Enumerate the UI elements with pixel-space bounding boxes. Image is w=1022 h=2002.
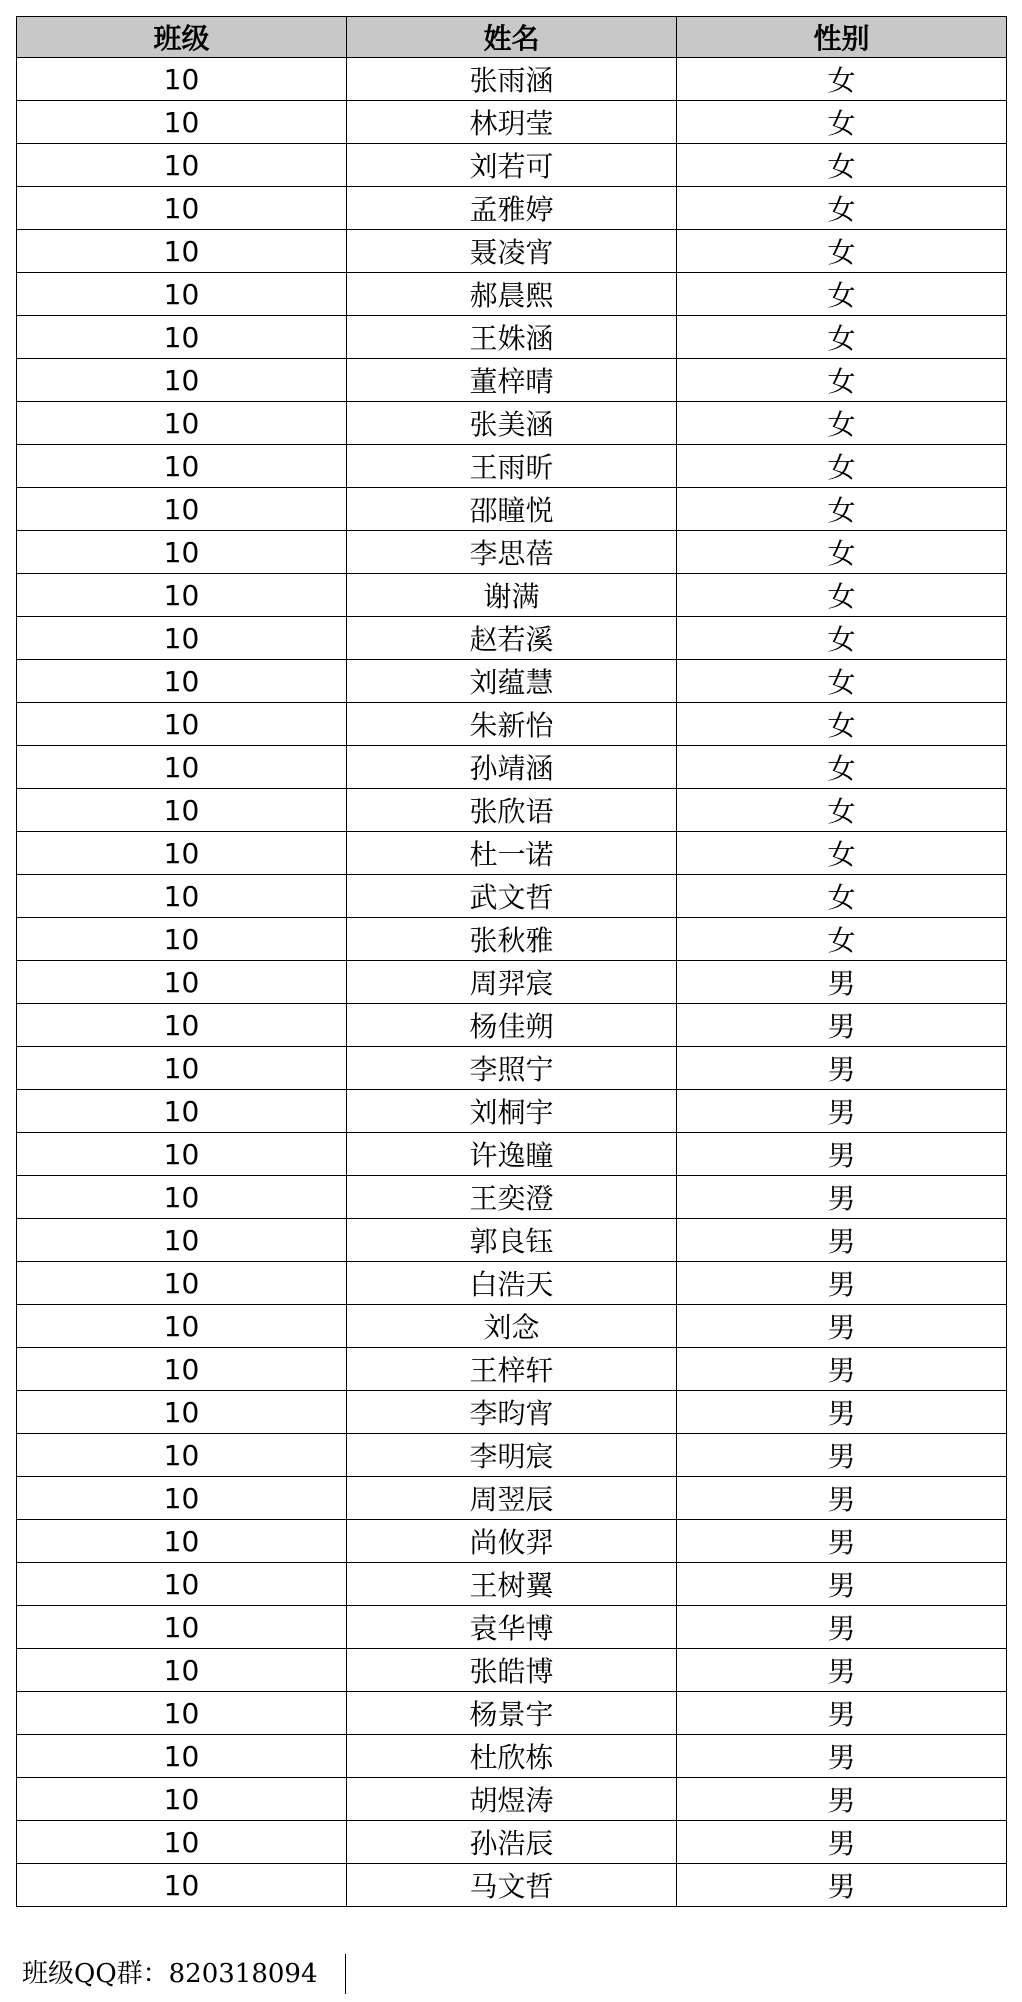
cell-gender[interactable]: 女 [677,746,1007,789]
cell-name[interactable]: 许逸瞳 [347,1133,677,1176]
table-row [17,1219,1007,1262]
cell-name[interactable]: 李思蓓 [347,531,677,574]
table-row [17,1563,1007,1606]
table-row [17,617,1007,660]
cell-gender[interactable]: 女 [677,187,1007,230]
cell-class[interactable]: 10 [17,1649,347,1692]
table-row [17,875,1007,918]
table-row [17,1176,1007,1219]
cell-class[interactable]: 10 [17,574,347,617]
cell-gender[interactable]: 女 [677,58,1007,101]
table-body [17,58,1007,1907]
cell-class[interactable]: 10 [17,1434,347,1477]
cell-gender[interactable]: 男 [677,1047,1007,1090]
cell-gender[interactable]: 女 [677,144,1007,187]
cell-class[interactable]: 10 [17,918,347,961]
cell-name[interactable]: 孙浩辰 [347,1821,677,1864]
cell-class[interactable]: 10 [17,789,347,832]
table-row [17,58,1007,101]
cell-name[interactable]: 王树翼 [347,1563,677,1606]
cell-gender[interactable]: 男 [677,1477,1007,1520]
cell-class[interactable]: 10 [17,1864,347,1907]
cell-class[interactable]: 10 [17,488,347,531]
table-row [17,1305,1007,1348]
cell-name[interactable]: 孟雅婷 [347,187,677,230]
cell-gender[interactable]: 男 [677,1692,1007,1735]
table-row [17,918,1007,961]
cell-name[interactable]: 董梓晴 [347,359,677,402]
cell-class[interactable]: 10 [17,445,347,488]
table-row [17,1434,1007,1477]
table-row [17,1649,1007,1692]
cell-name[interactable]: 谢满 [347,574,677,617]
cell-name[interactable]: 林玥莹 [347,101,677,144]
header-row [17,17,1007,58]
table-row [17,660,1007,703]
table-row [17,789,1007,832]
cell-gender[interactable]: 女 [677,574,1007,617]
cell-class[interactable]: 10 [17,746,347,789]
table-row [17,1047,1007,1090]
roster-table [16,16,1007,1907]
cell-gender[interactable]: 男 [677,1649,1007,1692]
cell-class[interactable]: 10 [17,1133,347,1176]
cell-gender[interactable]: 男 [677,1391,1007,1434]
cell-gender[interactable]: 男 [677,1004,1007,1047]
cell-class[interactable]: 10 [17,187,347,230]
cell-name[interactable]: 马文哲 [347,1864,677,1907]
table-row [17,1090,1007,1133]
cell-name[interactable]: 王姝涵 [347,316,677,359]
cell-name[interactable]: 郭良钰 [347,1219,677,1262]
cell-name[interactable]: 杜一诺 [347,832,677,875]
cell-name[interactable]: 赵若溪 [347,617,677,660]
cell-name[interactable]: 张雨涵 [347,58,677,101]
table-row [17,1004,1007,1047]
cell-name[interactable]: 周翌辰 [347,1477,677,1520]
cell-class[interactable]: 10 [17,230,347,273]
cell-name[interactable]: 刘蕴慧 [347,660,677,703]
cell-name[interactable]: 李明宸 [347,1434,677,1477]
cell-name[interactable]: 李照宁 [347,1047,677,1090]
cell-gender[interactable]: 女 [677,918,1007,961]
cell-class[interactable]: 10 [17,1563,347,1606]
cell-name[interactable]: 白浩天 [347,1262,677,1305]
cell-class[interactable]: 10 [17,1262,347,1305]
table-row [17,703,1007,746]
table-row [17,316,1007,359]
cell-name[interactable]: 王雨昕 [347,445,677,488]
cell-class[interactable]: 10 [17,1305,347,1348]
column-header-class[interactable]: 班级 [17,17,347,58]
cell-class[interactable]: 10 [17,531,347,574]
cell-class[interactable]: 10 [17,1520,347,1563]
cell-name[interactable]: 郝晨熙 [347,273,677,316]
cell-name[interactable]: 张欣语 [347,789,677,832]
cell-name[interactable]: 刘若可 [347,144,677,187]
table-row [17,1735,1007,1778]
table-row [17,531,1007,574]
column-header-gender[interactable]: 性别 [677,17,1007,58]
cell-class[interactable]: 10 [17,875,347,918]
cell-name[interactable]: 孙靖涵 [347,746,677,789]
cell-gender[interactable]: 女 [677,488,1007,531]
cell-name[interactable]: 张秋雅 [347,918,677,961]
cell-gender[interactable]: 男 [677,1090,1007,1133]
table-row [17,187,1007,230]
cell-class[interactable]: 10 [17,1606,347,1649]
table-row [17,488,1007,531]
cell-class[interactable]: 10 [17,402,347,445]
cell-gender[interactable]: 男 [677,1305,1007,1348]
table-row [17,961,1007,1004]
cell-name[interactable]: 周羿宸 [347,961,677,1004]
cell-name[interactable]: 张皓博 [347,1649,677,1692]
cell-name[interactable]: 王梓轩 [347,1348,677,1391]
cell-name[interactable]: 武文哲 [347,875,677,918]
table-row [17,1391,1007,1434]
cell-gender[interactable]: 男 [677,1864,1007,1907]
cell-class[interactable]: 10 [17,617,347,660]
cell-name[interactable]: 杨佳朔 [347,1004,677,1047]
table-row [17,1477,1007,1520]
cell-class[interactable]: 10 [17,1391,347,1434]
cell-gender[interactable]: 男 [677,1778,1007,1821]
cell-class[interactable]: 10 [17,1348,347,1391]
cell-gender[interactable]: 男 [677,1520,1007,1563]
cell-gender[interactable]: 女 [677,703,1007,746]
cell-class[interactable]: 10 [17,58,347,101]
table-row [17,1520,1007,1563]
table-row [17,402,1007,445]
cell-class[interactable]: 10 [17,961,347,1004]
cell-gender[interactable]: 男 [677,1434,1007,1477]
cell-gender[interactable]: 男 [677,1348,1007,1391]
cell-name[interactable]: 袁华博 [347,1606,677,1649]
cell-name[interactable]: 李昀宵 [347,1391,677,1434]
cell-class[interactable]: 10 [17,703,347,746]
cell-class[interactable]: 10 [17,1090,347,1133]
cell-name[interactable]: 刘念 [347,1305,677,1348]
cell-class[interactable]: 10 [17,1821,347,1864]
cell-gender[interactable]: 女 [677,101,1007,144]
cell-gender[interactable]: 女 [677,875,1007,918]
cell-gender[interactable]: 女 [677,789,1007,832]
cell-name[interactable]: 邵瞳悦 [347,488,677,531]
cell-gender[interactable]: 女 [677,660,1007,703]
cell-gender[interactable]: 女 [677,402,1007,445]
cell-class[interactable]: 10 [17,1778,347,1821]
cell-gender[interactable]: 男 [677,1563,1007,1606]
cell-gender[interactable]: 男 [677,1821,1007,1864]
cell-gender[interactable]: 女 [677,273,1007,316]
table-row [17,1262,1007,1305]
cell-class[interactable]: 10 [17,1219,347,1262]
cell-class[interactable]: 10 [17,101,347,144]
cell-class[interactable]: 10 [17,1176,347,1219]
table-row [17,1133,1007,1176]
cell-gender[interactable]: 女 [677,445,1007,488]
table-row [17,273,1007,316]
table-row [17,445,1007,488]
table-row [17,1864,1007,1907]
cell-name[interactable]: 聂凌宵 [347,230,677,273]
table-row [17,832,1007,875]
cell-class[interactable]: 10 [17,1477,347,1520]
table-row [17,144,1007,187]
cell-class[interactable]: 10 [17,359,347,402]
table-row [17,1778,1007,1821]
cell-class[interactable]: 10 [17,316,347,359]
cell-gender[interactable]: 男 [677,1735,1007,1778]
table-row [17,1606,1007,1649]
table-row [17,746,1007,789]
table-row [17,359,1007,402]
cell-class[interactable]: 10 [17,273,347,316]
cell-gender[interactable]: 女 [677,230,1007,273]
cell-name[interactable]: 杜欣栋 [347,1735,677,1778]
cell-class[interactable]: 10 [17,144,347,187]
cell-class[interactable]: 10 [17,1735,347,1778]
cell-name[interactable]: 杨景宇 [347,1692,677,1735]
cell-name[interactable]: 朱新怡 [347,703,677,746]
cell-gender[interactable]: 男 [677,1262,1007,1305]
column-header-name[interactable]: 姓名 [347,17,677,58]
table-row [17,1821,1007,1864]
table-row [17,1692,1007,1735]
table-row [17,574,1007,617]
cell-name[interactable]: 胡煜涛 [347,1778,677,1821]
cell-gender[interactable]: 女 [677,617,1007,660]
cell-name[interactable]: 尚攸羿 [347,1520,677,1563]
cell-class[interactable]: 10 [17,1004,347,1047]
cell-gender[interactable]: 男 [677,1133,1007,1176]
cell-gender[interactable]: 男 [677,1219,1007,1262]
cell-class[interactable]: 10 [17,1692,347,1735]
cell-gender[interactable]: 女 [677,832,1007,875]
cell-gender[interactable]: 男 [677,1606,1007,1649]
table-row [17,230,1007,273]
cell-class[interactable]: 10 [17,1047,347,1090]
cell-gender[interactable]: 女 [677,359,1007,402]
cell-gender[interactable]: 女 [677,531,1007,574]
cell-gender[interactable]: 男 [677,961,1007,1004]
cell-gender[interactable]: 女 [677,316,1007,359]
class-qq-group-note: 班级QQ群：820318094 [16,1954,346,1994]
table-row [17,1348,1007,1391]
cell-class[interactable]: 10 [17,660,347,703]
table-row [17,101,1007,144]
cell-name[interactable]: 刘桐宇 [347,1090,677,1133]
cell-gender[interactable]: 男 [677,1176,1007,1219]
cell-class[interactable]: 10 [17,832,347,875]
cell-name[interactable]: 张美涵 [347,402,677,445]
cell-name[interactable]: 王奕澄 [347,1176,677,1219]
